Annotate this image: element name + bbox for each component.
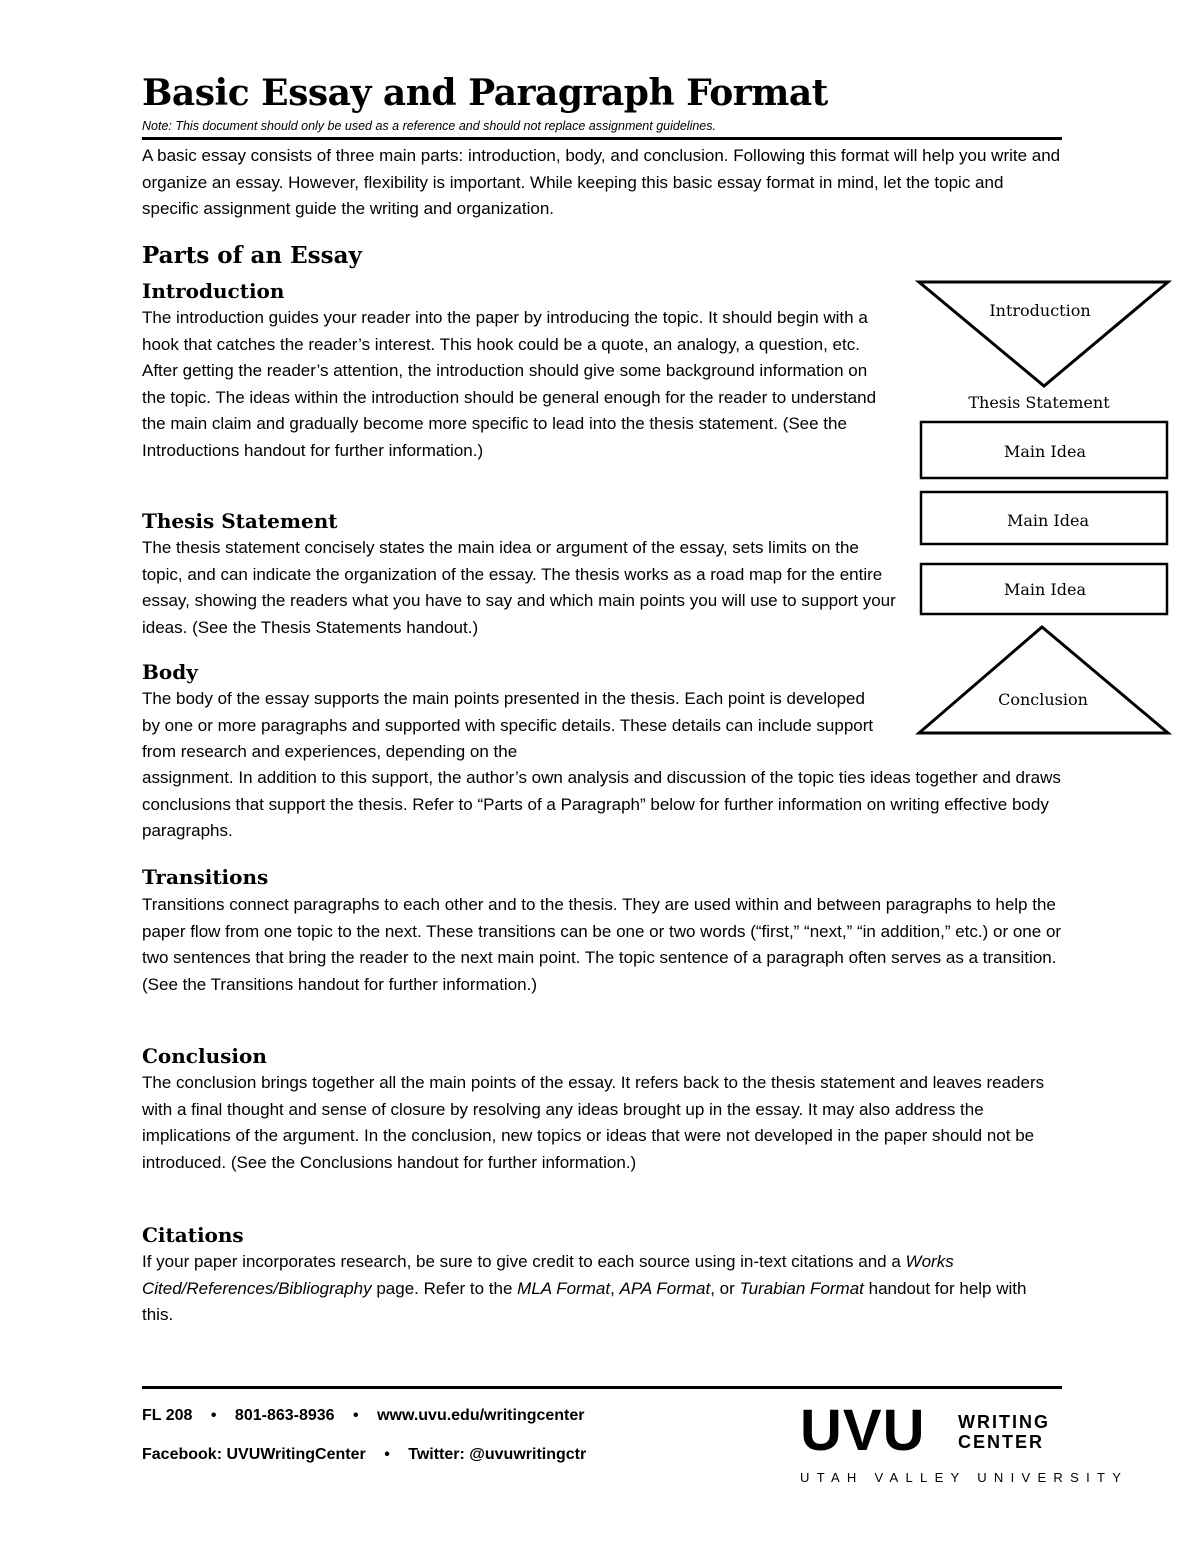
header-rule (142, 137, 1062, 140)
mla-format-text: MLA Format (517, 1278, 611, 1298)
footer-room: FL 208 (142, 1407, 193, 1424)
footer-url[interactable]: www.uvu.edu/writingcenter (377, 1407, 585, 1424)
conclusion-triangle (919, 627, 1168, 733)
footer-social-line (142, 1446, 586, 1464)
diagram-thesis-label: Thesis Statement (968, 393, 1110, 412)
footer-bullet: • (384, 1446, 390, 1463)
thesis-body: The thesis statement concisely states the main idea or argument of the essay, sets limits on the topic, and can indicate the organization of the essay. The thesis works as a road map for the entire essay, showing the readers what you have to say and which main points you will use to support your ideas. (See the Thesis Statements handout.) (142, 538, 896, 637)
document-title: Basic Essay and Paragraph Format (142, 72, 828, 114)
footer-rule (142, 1386, 1062, 1389)
logo-uvu-mark: UVU (800, 1398, 926, 1463)
footer-bullet: • (353, 1407, 359, 1424)
parts-heading: Parts of an Essay (142, 242, 362, 269)
introduction-triangle (919, 282, 1168, 386)
document-note: Note: This document should only be used as a reference and should not replace assignment guidelines. (142, 119, 716, 133)
works-cited-text: Works Cited/References/Bibliography (142, 1252, 954, 1298)
logo-writing-center: WRITING CENTER (958, 1412, 1050, 1452)
logo-university-name: UTAH VALLEY UNIVERSITY (800, 1470, 1129, 1485)
footer-bullet: • (210, 1407, 217, 1424)
citations-heading: Citations (142, 1223, 244, 1247)
conclusion-heading: Conclusion (142, 1044, 267, 1068)
footer-twitter[interactable]: Twitter: @uvuwritingctr (408, 1446, 587, 1463)
conclusion-body: The conclusion brings together all the main points of the essay. It refers back to the thesis statement and leaves readers with a final thought and sense of closure by resolving any ideas brought up in the essay. It may also address the implications of the argument. In the conclusion, new topics or ideas that were not developed in the paper should not be introduced. (See the Conclusions handout for further information.) (142, 1073, 1045, 1172)
intro-paragraph: A basic essay consists of three main parts: introduction, body, and conclusion. Following this format will help you write and organize an essay. However, flexibility is important. While keeping this basic essay format in mind, let the topic and specific assignment guide the writing and organization. (142, 146, 1061, 218)
citations-body: If your paper incorporates research, be sure to give credit to each source using in-text citations and a Works Cited/References/Bibliography page. Refer to the MLA Format, APA Format, or Turabian Format handout for help with this. (142, 1252, 1027, 1324)
diagram-main-idea-1: Main Idea (1004, 442, 1086, 461)
diagram-main-idea-3: Main Idea (1004, 580, 1086, 599)
thesis-heading: Thesis Statement (142, 509, 338, 533)
transitions-body: Transitions connect paragraphs to each other and to the thesis. They are used within and between paragraphs to help the paper flow from one topic to the next. These transitions can be one or two words (“first,” “next,” “in addition,” etc.) or one or two sentences that bring the reader to the next main point. The topic sentence of a paragraph often serves as a transition. (See the Transitions handout for further information.) (142, 895, 1062, 994)
diagram-main-idea-2: Main Idea (1007, 511, 1089, 530)
footer-facebook[interactable]: Facebook: UVUWritingCenter (142, 1446, 366, 1463)
body-heading: Body (142, 660, 198, 684)
essay-structure-diagram (915, 278, 1175, 740)
turabian-format-text: Turabian Format (739, 1278, 864, 1298)
diagram-conclusion-label: Conclusion (998, 690, 1088, 709)
introduction-heading: Introduction (142, 279, 285, 303)
apa-format-text: APA Format (619, 1278, 711, 1298)
introduction-body: The introduction guides your reader into the paper by introducing the topic. It should begin with a hook that catches the reader’s interest. This hook could be a quote, an analogy, a question, etc. After getting the reader’s attention, the introduction should give some background information on the topic. The ideas within the introduction should be general enough for the reader to understand the main claim and gradually become more specific to lead into the thesis statement. (See the Introductions handout for further information.) (142, 308, 877, 460)
footer-contact-line (142, 1407, 585, 1425)
body-text-part1: The body of the essay supports the main points presented in the thesis. Each point is developed by one or more paragraphs and supported with specific details. These details can include support from research and experiences, depending on the (142, 689, 874, 761)
footer-phone: 801-863-8936 (234, 1407, 335, 1424)
body-text-part2: assignment. In addition to this support, the author’s own analysis and discussion of the topic ties ideas together and draws conclusions that support the thesis. Refer to “Parts of a Paragraph” below for further information on writing effective body paragraphs. (142, 768, 1061, 840)
transitions-heading: Transitions (142, 865, 269, 889)
diagram-introduction-label: Introduction (989, 301, 1091, 320)
